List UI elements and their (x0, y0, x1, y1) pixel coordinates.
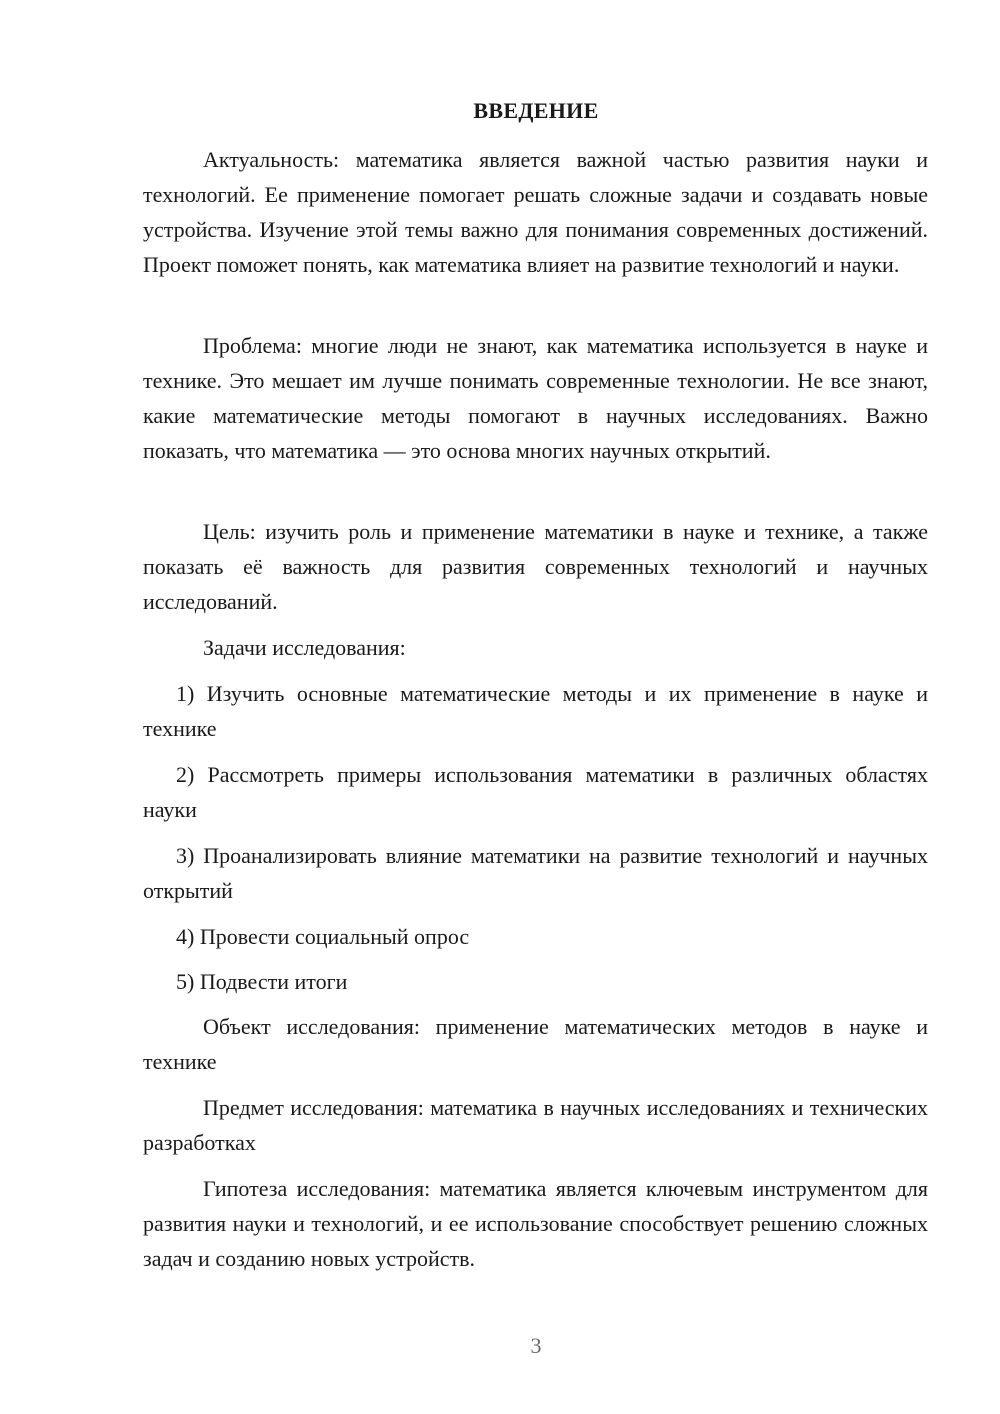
paragraph-hypothesis-text: Гипотеза исследования: математика является ключевым инструментом для развития науки и технологий, и ее использование способствует решению сложных задач и созданию новых устройств. (143, 1176, 928, 1271)
paragraph-hypothesis (143, 1171, 928, 1276)
list-item (143, 838, 928, 908)
list-item (143, 964, 928, 999)
tasks-title (143, 630, 928, 665)
paragraph-object (143, 1009, 928, 1079)
paragraph-object-text: Объект исследования: применение математических методов в науке и технике (143, 1014, 928, 1074)
paragraph-relevance (143, 142, 928, 282)
task-item-2: 2) Рассмотреть примеры использования математики в различных областях науки (143, 762, 928, 822)
tasks-title-text: Задачи исследования: (203, 635, 406, 660)
list-item (143, 919, 928, 954)
page-number: 3 (530, 1333, 542, 1358)
task-item-5: 5) Подвести итоги (176, 969, 348, 994)
paragraph-problem-text: Проблема: многие люди не знают, как математика используется в науке и технике. Это мешает им лучше понимать современные технологии. Не все знают, какие математические методы помогают в научных исследованиях. Важно показать, что математика — это основа многих научных открытий. (143, 333, 928, 463)
list-item (143, 757, 928, 827)
paragraph-goal-text: Цель: изучить роль и применение математики в науке и технике, а также показать её важность для развития современных технологий и научных исследований. (143, 519, 928, 614)
page-title: ВВЕДЕНИЕ (473, 98, 599, 123)
paragraph-subject (143, 1090, 928, 1160)
paragraph-relevance-text: Актуальность: математика является важной частью развития науки и технологий. Ее применение помогает решать сложные задачи и создавать новые устройства. Изучение этой темы важно для понимания современных достижений. Проект поможет понять, как математика влияет на развитие технологий и науки. (143, 147, 928, 277)
list-item (143, 676, 928, 746)
task-item-4: 4) Провести социальный опрос (176, 924, 470, 949)
task-item-1: 1) Изучить основные математические методы и их применение в науке и технике (143, 681, 928, 741)
task-item-3: 3) Проанализировать влияние математики на развитие технологий и научных открытий (143, 843, 928, 903)
paragraph-subject-text: Предмет исследования: математика в научных исследованиях и технических разработках (143, 1095, 928, 1155)
paragraph-goal (143, 514, 928, 619)
paragraph-problem (143, 328, 928, 468)
